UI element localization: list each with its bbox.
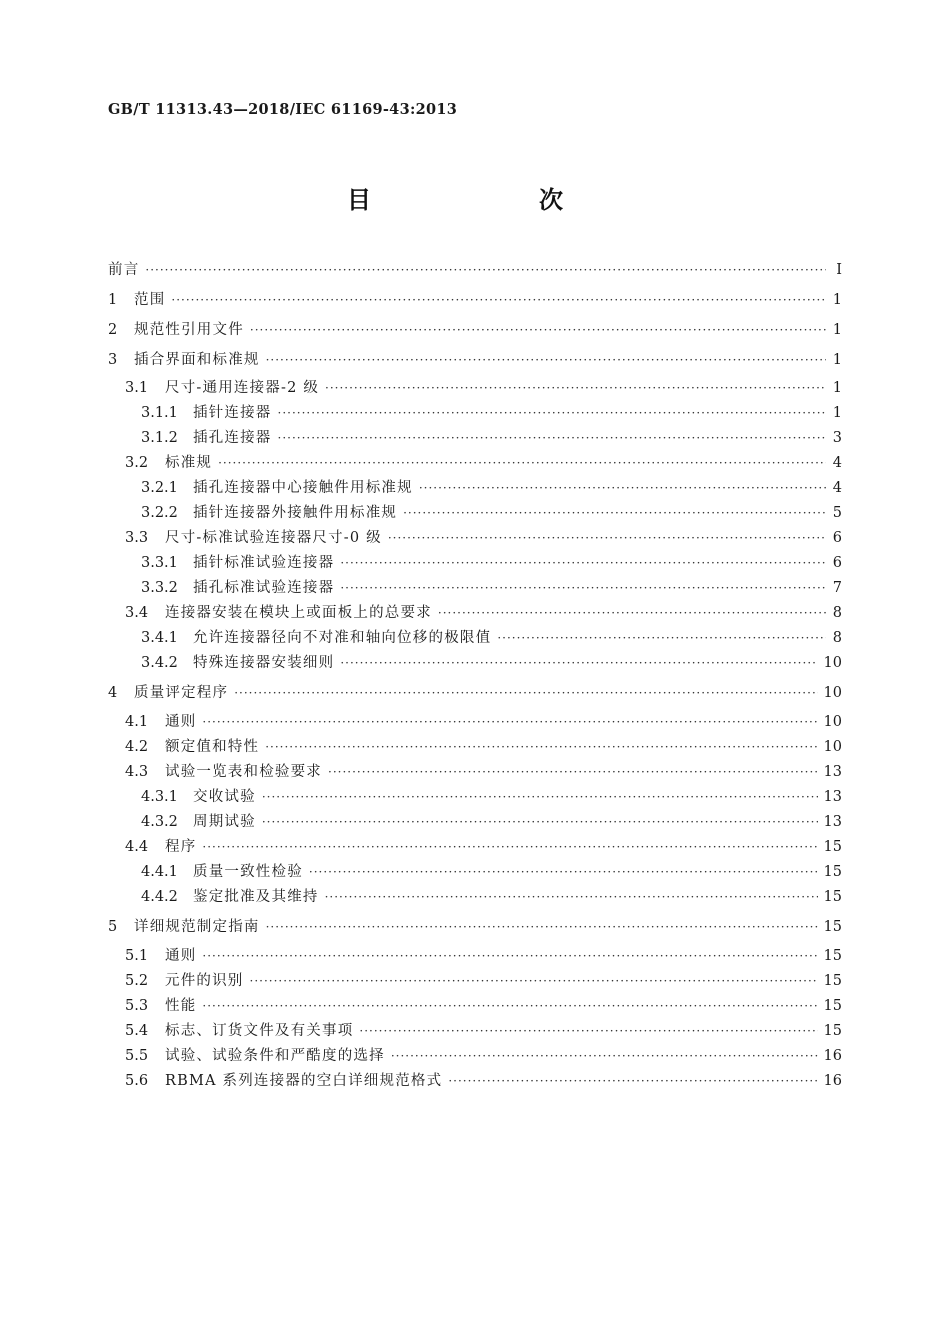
toc-entry-number: 4.4 — [125, 839, 149, 855]
toc-entry[interactable] — [108, 526, 842, 548]
toc-dot-leader — [218, 456, 826, 470]
toc-dot-leader — [202, 715, 817, 729]
toc-entry-page-number: 1 — [832, 352, 842, 368]
toc-dot-leader — [145, 263, 826, 277]
toc-entry-label: 范围 — [134, 292, 166, 308]
toc-dot-leader — [278, 431, 827, 445]
toc-entry-label: 插针连接器外接触件用标准规 — [193, 505, 398, 521]
toc-entry[interactable] — [108, 318, 842, 340]
toc-entry-page-number: 8 — [832, 605, 842, 621]
toc-entry-number: 5 — [108, 919, 118, 935]
toc-entry[interactable] — [108, 710, 842, 732]
toc-entry[interactable] — [108, 451, 842, 473]
toc-entry[interactable] — [108, 735, 842, 757]
toc-entry-label: 特殊连接器安装细则 — [193, 655, 335, 671]
toc-entry[interactable] — [108, 626, 842, 648]
toc-dot-leader — [202, 949, 817, 963]
toc-dot-leader — [340, 556, 826, 570]
toc-dot-leader — [234, 686, 817, 700]
toc-entry-page-number: 10 — [823, 739, 842, 755]
toc-entry-label: 规范性引用文件 — [134, 322, 244, 338]
toc-dot-leader — [497, 631, 826, 645]
toc-entry-number: 4.4.2 — [141, 889, 178, 905]
toc-entry-page-number: 1 — [832, 322, 842, 338]
toc-entry[interactable] — [108, 576, 842, 598]
toc-entry-page-number: 7 — [832, 580, 842, 596]
toc-entry-number: 3.3.1 — [141, 555, 178, 571]
toc-entry[interactable] — [108, 915, 842, 937]
toc-entry-number: 3.2.1 — [141, 480, 178, 496]
toc-entry[interactable] — [108, 288, 842, 310]
toc-entry-number: 4 — [108, 685, 118, 701]
toc-entry-page-number: 13 — [823, 789, 842, 805]
toc-entry-label: 交收试验 — [193, 789, 256, 805]
toc-entry-number: 4.3 — [125, 764, 149, 780]
toc-entry-number: 3 — [108, 352, 118, 368]
toc-entry-number: 3.3.2 — [141, 580, 178, 596]
toc-entry-page-number: 16 — [823, 1073, 842, 1089]
toc-entry-number: 5.2 — [125, 973, 149, 989]
toc-dot-leader — [340, 581, 826, 595]
toc-entry-number: 4.2 — [125, 739, 149, 755]
toc-entry[interactable] — [108, 601, 842, 623]
toc-entry-label: 质量一致性检验 — [193, 864, 303, 880]
toc-dot-leader — [266, 920, 818, 934]
toc-entry[interactable] — [108, 944, 842, 966]
toc-entry-number: 3.1.1 — [141, 405, 178, 421]
toc-dot-leader — [309, 865, 818, 879]
toc-entry-number: 5.5 — [125, 1048, 149, 1064]
toc-entry-page-number: 6 — [832, 530, 842, 546]
toc-entry-page-number: 1 — [832, 380, 842, 396]
toc-entry[interactable] — [108, 651, 842, 673]
toc-entry-label: 试验一览表和检验要求 — [165, 764, 322, 780]
toc-entry-page-number: 8 — [832, 630, 842, 646]
toc-entry-label: 试验、试验条件和严酷度的选择 — [165, 1048, 385, 1064]
toc-entry-page-number: 10 — [823, 655, 842, 671]
toc-entry-number: 4.3.2 — [141, 814, 178, 830]
toc-entry-label: 标志、订货文件及有关事项 — [165, 1023, 354, 1039]
toc-entry-number: 3.4.2 — [141, 655, 178, 671]
toc-entry-page-number: 13 — [823, 814, 842, 830]
toc-entry-number: 4.3.1 — [141, 789, 178, 805]
document-header: GB/T 11313.43—2018/IEC 61169-43:2013 — [108, 101, 458, 118]
toc-dot-leader — [202, 999, 817, 1013]
toc-entry-label: 程序 — [165, 839, 197, 855]
toc-entry-page-number: 15 — [823, 998, 842, 1014]
toc-entry[interactable] — [108, 969, 842, 991]
toc-entry-page-number: 10 — [823, 714, 842, 730]
toc-entry-number: 3.2.2 — [141, 505, 178, 521]
toc-entry-page-number: 15 — [823, 948, 842, 964]
toc-dot-leader — [391, 1049, 818, 1063]
toc-entry[interactable] — [108, 258, 842, 280]
toc-entry-label: 通则 — [165, 948, 197, 964]
toc-entry-label: 插孔连接器 — [193, 430, 272, 446]
toc-entry-page-number: 15 — [823, 1023, 842, 1039]
toc-entry-number: 1 — [108, 292, 118, 308]
toc-entry-label: 通则 — [165, 714, 197, 730]
toc-entry-label: 额定值和特性 — [165, 739, 260, 755]
toc-dot-leader — [388, 531, 826, 545]
toc-entry[interactable] — [108, 401, 842, 423]
toc-dot-leader — [438, 606, 826, 620]
toc-entry-label: 插孔标准试验连接器 — [193, 580, 335, 596]
toc-entry[interactable] — [108, 476, 842, 498]
toc-entry-page-number: 4 — [832, 455, 842, 471]
toc-entry[interactable] — [108, 681, 842, 703]
toc-dot-leader — [359, 1024, 817, 1038]
toc-entry-label: 前言 — [108, 262, 140, 278]
toc-entry-page-number: 6 — [832, 555, 842, 571]
toc-entry[interactable] — [108, 348, 842, 370]
toc-entry[interactable] — [108, 1044, 842, 1066]
toc-entry[interactable] — [108, 810, 842, 832]
toc-dot-leader — [262, 815, 818, 829]
toc-entry-number: 3.4.1 — [141, 630, 178, 646]
toc-entry-label: 标准规 — [165, 455, 213, 471]
toc-entry-label: 插孔连接器中心接触件用标准规 — [193, 480, 413, 496]
toc-entry-page-number: 16 — [823, 1048, 842, 1064]
toc-entry-label: 插针连接器 — [193, 405, 272, 421]
toc-entry[interactable] — [108, 376, 842, 398]
toc-entry[interactable] — [108, 426, 842, 448]
toc-entry[interactable] — [108, 785, 842, 807]
toc-dot-leader — [250, 323, 826, 337]
toc-dot-leader — [262, 790, 818, 804]
toc-entry-label: 允许连接器径向不对准和轴向位移的极限值 — [193, 630, 492, 646]
toc-entry-page-number: 15 — [823, 864, 842, 880]
toc-dot-leader — [171, 293, 826, 307]
toc-entry[interactable] — [108, 760, 842, 782]
toc-dot-leader — [340, 656, 817, 670]
toc-entry-label: 尺寸-通用连接器-2 级 — [165, 380, 320, 396]
toc-entry[interactable] — [108, 551, 842, 573]
toc-entry[interactable] — [108, 994, 842, 1016]
toc-entry-number: 5.6 — [125, 1073, 149, 1089]
toc-entry[interactable] — [108, 860, 842, 882]
toc-entry-number: 2 — [108, 322, 118, 338]
toc-dot-leader — [448, 1074, 817, 1088]
toc-entry-label: 详细规范制定指南 — [134, 919, 260, 935]
toc-entry-number: 4.1 — [125, 714, 149, 730]
toc-entry-number: 3.2 — [125, 455, 149, 471]
toc-entry-page-number: 1 — [832, 405, 842, 421]
toc-entry-label: 插合界面和标准规 — [134, 352, 260, 368]
toc-entry-page-number: 10 — [823, 685, 842, 701]
toc-entry[interactable] — [108, 1019, 842, 1041]
toc-entry-label: RBMA 系列连接器的空白详细规范格式 — [165, 1073, 443, 1089]
toc-entry-page-number: Ⅰ — [836, 262, 842, 278]
toc-entry-label: 插针标准试验连接器 — [193, 555, 335, 571]
toc-entry-label: 尺寸-标准试验连接器尺寸-0 级 — [165, 530, 382, 546]
toc-dot-leader — [403, 506, 826, 520]
toc-entry-page-number: 13 — [823, 764, 842, 780]
toc-entry-number: 3.1 — [125, 380, 149, 396]
toc-entry-page-number: 15 — [823, 889, 842, 905]
toc-dot-leader — [266, 353, 826, 367]
toc-entry-label: 质量评定程序 — [134, 685, 229, 701]
toc-dot-leader — [250, 974, 818, 988]
toc-entry-number: 3.3 — [125, 530, 149, 546]
toc-entry-number: 3.4 — [125, 605, 149, 621]
toc-entry-page-number: 15 — [823, 919, 842, 935]
toc-entry-number: 5.3 — [125, 998, 149, 1014]
toc-dot-leader — [325, 381, 826, 395]
page-title: 目 次 — [347, 186, 603, 214]
toc-dot-leader — [328, 765, 818, 779]
toc-dot-leader — [325, 890, 818, 904]
toc-entry-page-number: 3 — [832, 430, 842, 446]
toc-entry-label: 连接器安装在模块上或面板上的总要求 — [165, 605, 432, 621]
toc-entry-page-number: 4 — [832, 480, 842, 496]
toc-entry-number: 5.1 — [125, 948, 149, 964]
toc-entry[interactable] — [108, 1069, 842, 1091]
toc-entry-label: 周期试验 — [193, 814, 256, 830]
toc-dot-leader — [265, 740, 817, 754]
toc-entry-label: 性能 — [165, 998, 197, 1014]
toc-dot-leader — [202, 840, 817, 854]
toc-dot-leader — [419, 481, 826, 495]
toc-entry-page-number: 5 — [832, 505, 842, 521]
toc-entry-page-number: 15 — [823, 973, 842, 989]
toc-entry-page-number: 1 — [832, 292, 842, 308]
toc-entry-label: 元件的识别 — [165, 973, 244, 989]
toc-entry[interactable] — [108, 885, 842, 907]
toc-entry-number: 4.4.1 — [141, 864, 178, 880]
toc-entry-number: 5.4 — [125, 1023, 149, 1039]
toc-entry-page-number: 15 — [823, 839, 842, 855]
toc-entry-number: 3.1.2 — [141, 430, 178, 446]
toc-entry[interactable] — [108, 501, 842, 523]
toc-entry[interactable] — [108, 835, 842, 857]
toc-dot-leader — [278, 406, 827, 420]
toc-entry-label: 鉴定批准及其维持 — [193, 889, 319, 905]
